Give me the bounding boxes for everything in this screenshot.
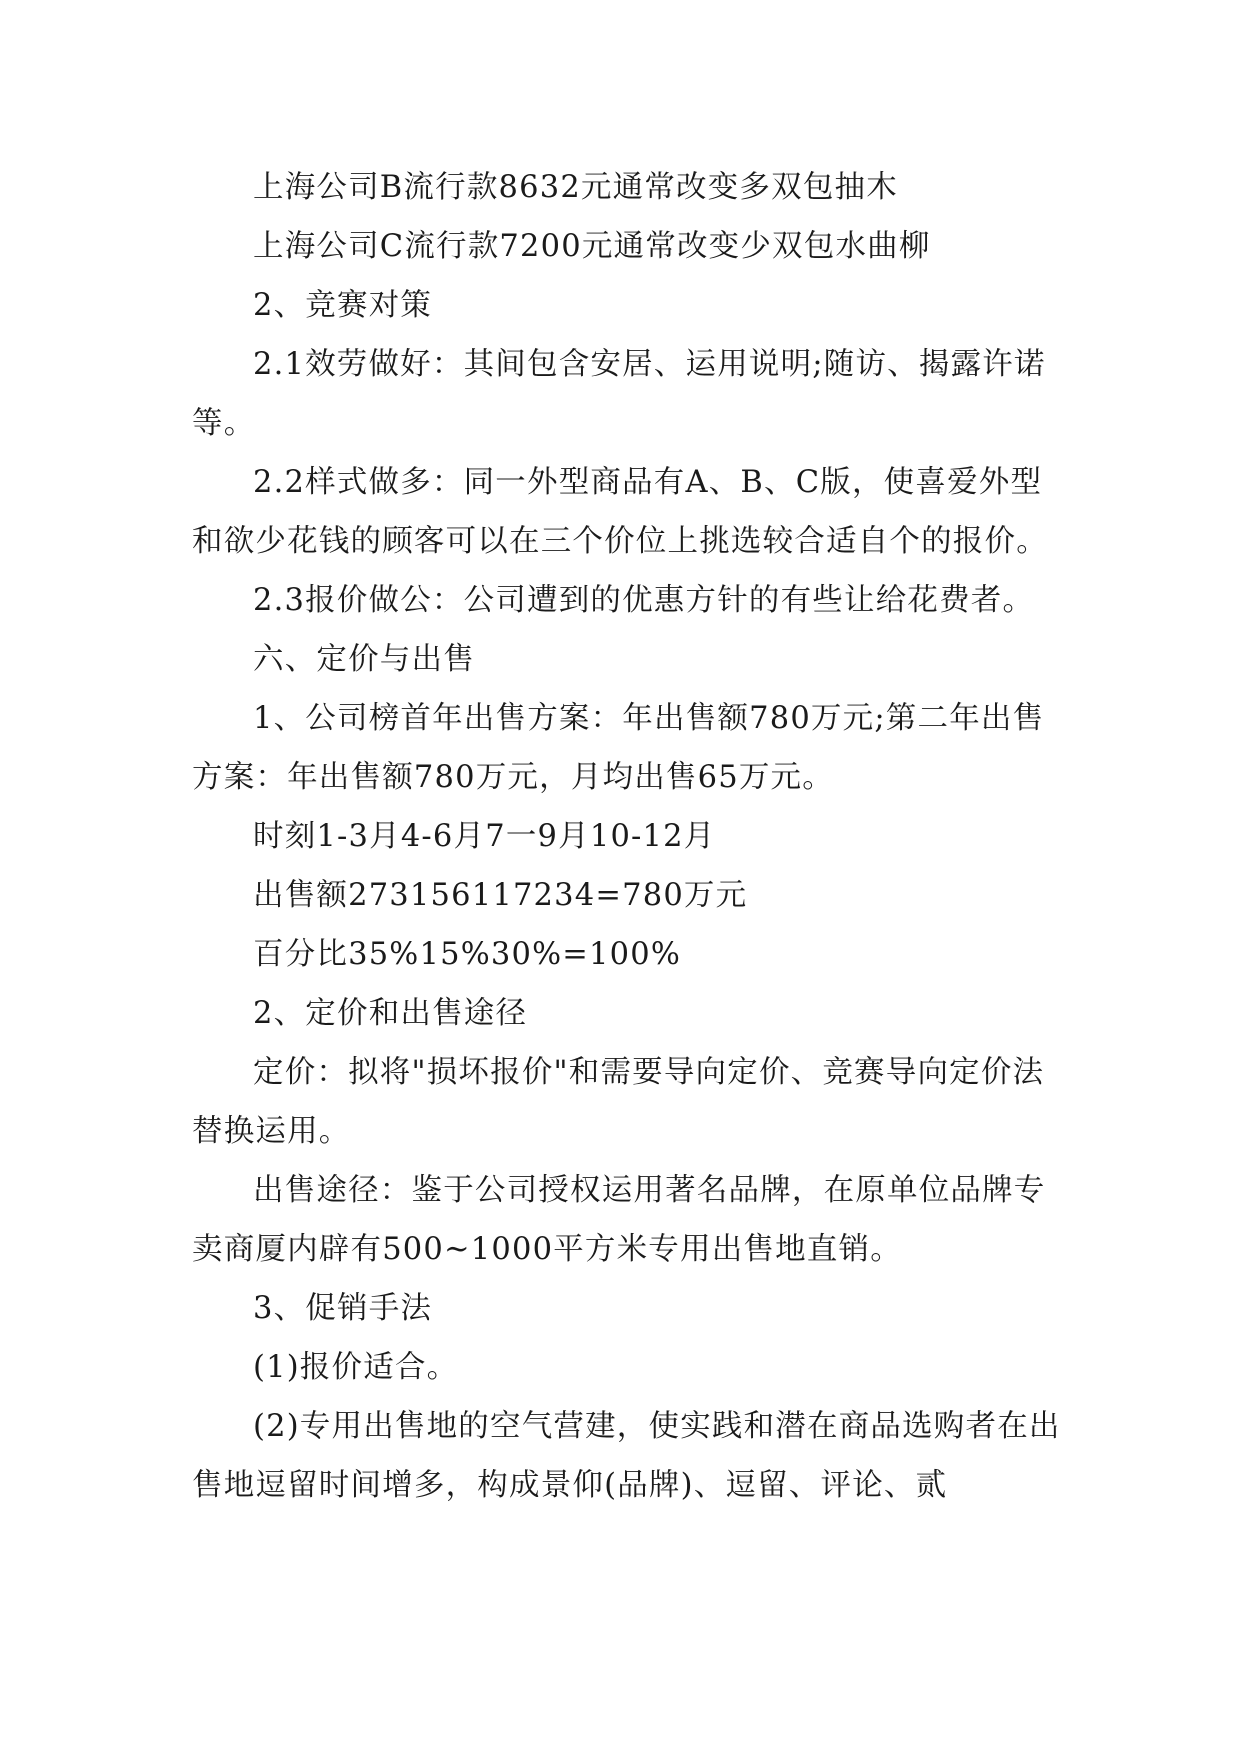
paragraph-time-periods: 时刻1-3月4-6月7一9月10-12月 [253,819,716,854]
heading-competition-strategy: 2、竞赛对策 [253,288,433,323]
heading-pricing-and-sales: 六、定价与出售 [253,642,475,677]
paragraph-product-b: 上海公司B流行款8632元通常改变多双包抽木 [253,170,898,205]
paragraph-sales-channel: 出售途径：鉴于公司授权运用著名品牌，在原单位品牌专卖商厦内辟有500~1000平方米专用出售地直销。 [192,1173,1046,1267]
paragraph-service: 2.1效劳做好：其间包含安居、运用说明;随访、揭露许诺等。 [192,347,1046,441]
paragraph-promotion-2: (2)专用出售地的空气营建，使实践和潜在商品选购者在出售地逗留时间增多，构成景仰(品牌)、逗留、评论、贰 [192,1409,1061,1503]
paragraph-pricing-method: 定价：拟将"损坏报价"和需要导向定价、竞赛导向定价法替换运用。 [192,1055,1045,1149]
paragraph-product-c: 上海公司C流行款7200元通常改变少双包水曲柳 [253,229,931,264]
paragraph-sales-amounts: 出售额273156117234=780万元 [253,878,748,913]
heading-pricing-channels: 2、定价和出售途径 [253,996,528,1031]
paragraph-percentages: 百分比35%15%30%=100% [253,937,682,972]
heading-promotion-methods: 3、促销手法 [253,1291,433,1326]
document-body [192,158,1072,1515]
paragraph-styles: 2.2样式做多：同一外型商品有A、B、C版，使喜爱外型和欲少花钱的顾客可以在三个价位上挑选较合适自个的报价。 [192,465,1048,559]
paragraph-promotion-1: (1)报价适合。 [253,1350,459,1385]
paragraph-sales-plan: 1、公司榜首年出售方案：年出售额780万元;第二年出售方案：年出售额780万元，月均出售65万元。 [192,701,1045,795]
paragraph-pricing-offer: 2.3报价做公：公司遭到的优惠方针的有些让给花费者。 [253,583,1035,618]
